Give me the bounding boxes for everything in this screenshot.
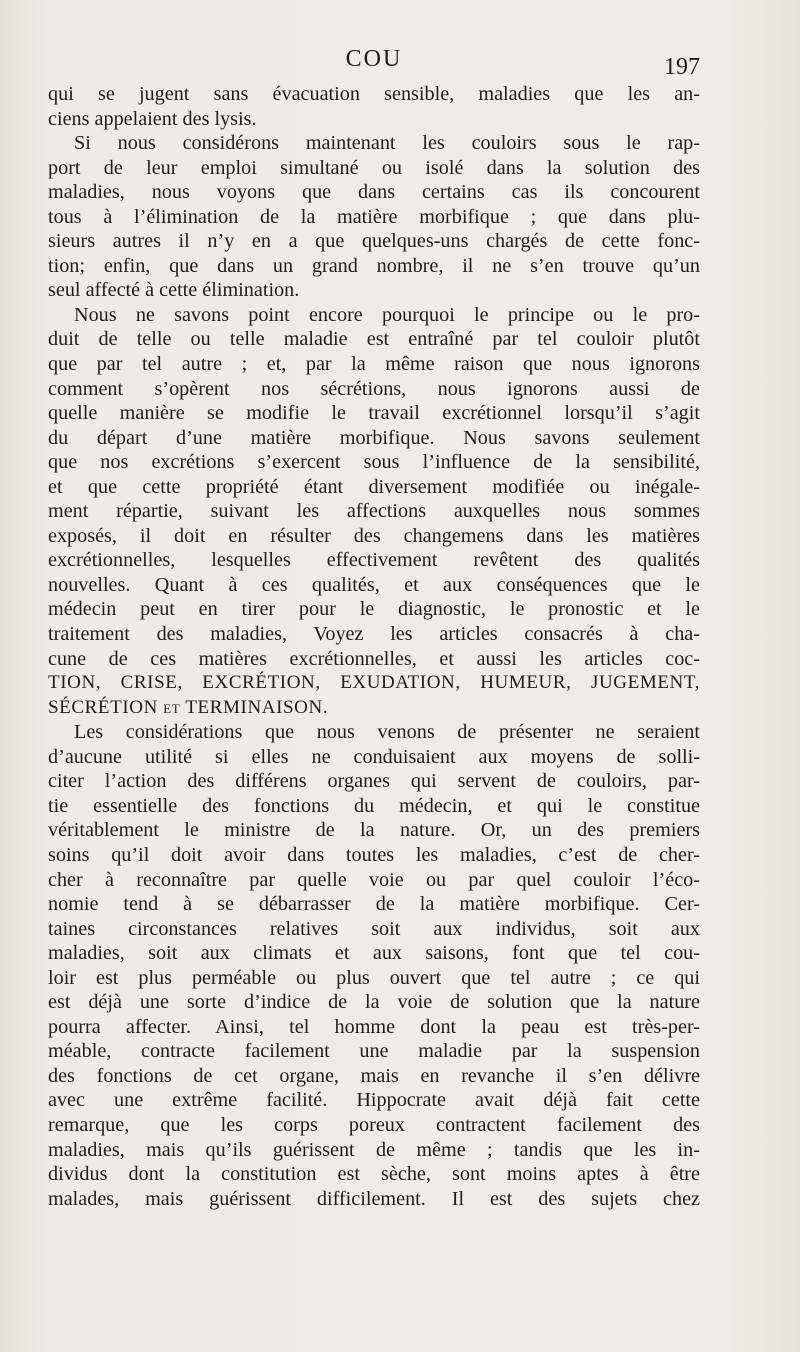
text-line: que par tel autre ; et, par la même raison que nous ignorons: [48, 353, 700, 376]
text-line: TION, CRISE, EXCRÉTION, EXUDATION, HUMEUR, JUGEMENT,: [48, 672, 700, 694]
text-line: tion; enfin, que dans un grand nombre, il ne s’en trouve qu’un: [48, 254, 700, 277]
text-line: des fonctions de cet organe, mais en revanche il s’en délivre: [48, 1064, 700, 1087]
text-line: duit de telle ou telle maladie est entraîné par tel couloir plutôt: [48, 328, 700, 351]
text-line: est déjà une sorte d’indice de la voie de solution que la nature: [48, 991, 700, 1014]
text-line: d’aucune utilité si elles ne conduisaient aux moyens de solli-: [48, 745, 700, 768]
text-line: maladies, nous voyons que dans certains cas ils concourent: [48, 181, 700, 204]
text-line: soins qu’il doit avoir dans toutes les maladies, c’est de cher-: [48, 843, 700, 866]
text-line: loir est plus perméable ou plus ouvert que tel autre ; ce qui: [48, 966, 700, 989]
text-line: Nous ne savons point encore pourquoi le principe ou le pro-: [74, 303, 700, 326]
text-line: médecin peut en tirer pour le diagnostic, le pronostic et le: [48, 598, 700, 621]
text-line: ment répartie, suivant les affections auxquelles nous sommes: [48, 500, 700, 523]
text-line: pourra affecter. Ainsi, tel homme dont la peau est très-per-: [48, 1015, 700, 1038]
text-line: quelle manière se modifie le travail excrétionnel lorsqu’il s’agit: [48, 402, 700, 425]
text-line: traitement des maladies, Voyez les articles consacrés à cha-: [48, 623, 700, 646]
text-line: dividus dont la constitution est sèche, sont moins aptes à être: [48, 1163, 700, 1186]
text-line: nouvelles. Quant à ces qualités, et aux conséquences que le: [48, 573, 700, 596]
text-line: Les considérations que nous venons de présenter ne seraient: [74, 721, 700, 744]
page-number: 197: [664, 54, 700, 80]
text-line: du départ d’une matière morbifique. Nous savons seulement: [48, 426, 700, 449]
page-header: [48, 46, 700, 80]
text-line: véritablement le ministre de la nature. Or, un des premiers: [48, 819, 700, 842]
text-line: port de leur emploi simultané ou isolé dans la solution des: [48, 156, 700, 179]
text-line: que nos excrétions s’exercent sous l’influence de la sensibilité,: [48, 451, 700, 474]
text-line: citer l’action des différens organes qui servent de couloirs, par-: [48, 770, 700, 793]
text-line: tie essentielle des fonctions du médecin, et qui le constitue: [48, 794, 700, 817]
text-line: nomie tend à se débarrasser de la matière morbifique. Cer-: [48, 893, 700, 916]
text-line: excrétionnelles, lesquelles effectivement revêtent des qualités: [48, 549, 700, 572]
text-line: maladies, soit aux climats et aux saisons, font que tel cou-: [48, 942, 700, 965]
text-line: cher à reconnaître par quelle voie ou par quel couloir l’éco-: [48, 868, 700, 891]
text-line: Si nous considérons maintenant les couloirs sous le rap-: [74, 132, 700, 155]
text-line: tous à l’élimination de la matière morbifique ; que dans plu-: [48, 205, 700, 228]
running-head: COU: [345, 46, 403, 72]
text-line: exposés, il doit en résulter des changemens dans les matières: [48, 524, 700, 547]
text-line: maladies, mais qu’ils guérissent de même ; tandis que les in-: [48, 1138, 700, 1161]
text-line: remarque, que les corps poreux contractent facilement des: [48, 1113, 700, 1136]
text-line: seul affecté à cette élimination.: [48, 279, 300, 302]
body-text: [48, 82, 700, 1211]
text-line: taines circonstances relatives soit aux individus, soit aux: [48, 917, 700, 940]
text-line: malades, mais guérissent difficilement. Il est des sujets chez: [48, 1187, 700, 1210]
text-line: SÉCRÉTION et TERMINAISON.: [48, 696, 329, 718]
text-line: qui se jugent sans évacuation sensible, maladies que les an-: [48, 83, 700, 105]
text-line: sieurs autres il n’y en a que quelques-uns chargés de cette fonc-: [48, 230, 700, 253]
text-line: comment s’opèrent nos sécrétions, nous ignorons aussi de: [48, 377, 700, 400]
text-line: et que cette propriété étant diversement modifiée ou inégale-: [48, 475, 700, 498]
text-line: méable, contracte facilement une maladie par la suspension: [48, 1040, 700, 1063]
text-line: ciens appelaient des lysis.: [48, 107, 257, 130]
text-line: avec une extrême facilité. Hippocrate avait déjà fait cette: [48, 1089, 700, 1112]
text-line: cune de ces matières excrétionnelles, et aussi les articles coc-: [48, 647, 700, 670]
